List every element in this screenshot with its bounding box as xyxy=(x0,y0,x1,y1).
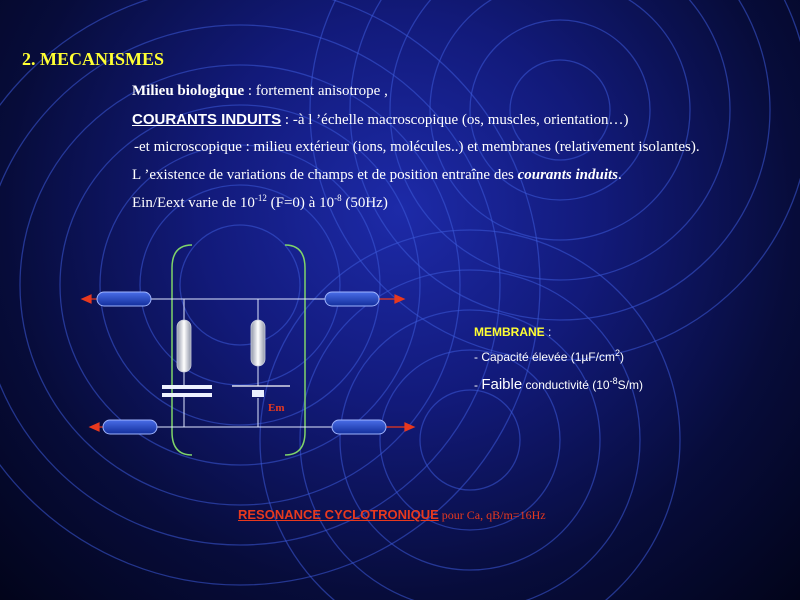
text-courants-induits-em: courants induits xyxy=(517,167,619,183)
text-period: . xyxy=(618,167,622,183)
text-ein-b: (F=0) à 10 xyxy=(266,195,335,211)
resistor-top-right xyxy=(325,292,379,306)
line-microscopique: -et microscopique : milieu extérieur (ions, molécules..) et membranes (relativement isolantes). xyxy=(134,139,700,155)
membrane-capacitor-plate-top xyxy=(162,385,212,389)
resonance-keyword: RESONANCE CYCLOTRONIQUE xyxy=(238,507,439,522)
membrane-item-capacite xyxy=(474,350,624,364)
exp-minus-8: -8 xyxy=(609,376,618,386)
label-courants-induits: COURANTS INDUITS xyxy=(132,111,282,128)
em-label: Em xyxy=(268,402,285,414)
text-capacite: - Capacité élevée (1µF/cm xyxy=(474,350,615,364)
exp-2: 2 xyxy=(614,348,620,358)
membrane-heading xyxy=(474,325,551,339)
membrane-title-colon: : xyxy=(544,325,552,339)
resonance-line xyxy=(238,507,546,523)
resistor-top-left xyxy=(97,292,151,306)
exp-12: -12 xyxy=(254,193,267,203)
text-dash: - xyxy=(474,378,482,392)
resistor-bottom-left xyxy=(103,420,157,434)
membrane-resistor-left xyxy=(177,320,191,372)
text-capacite-close: ) xyxy=(619,350,624,364)
label-milieu-biologique: Milieu biologique xyxy=(132,83,245,99)
resistor-bottom-right xyxy=(332,420,386,434)
membrane-item-conductivite xyxy=(474,376,643,393)
text-existence: L ’existence de variations de champs et de position entraîne des xyxy=(132,167,518,183)
membrane-capacitor-plate-bottom xyxy=(162,393,212,397)
resonance-detail: pour Ca, qB/m=16Hz xyxy=(438,508,546,522)
text-macroscopique: : -à l ’échelle macroscopique (os, muscles, orientation…) xyxy=(281,112,629,128)
membrane-resistor-right xyxy=(251,320,265,366)
exp-8: -8 xyxy=(334,193,342,203)
membrane-outline-right xyxy=(285,245,305,455)
membrane-title: MEMBRANE xyxy=(474,325,545,339)
text-anisotrope: : fortement anisotrope , xyxy=(244,83,388,99)
slide-title: 2. MECANISMES xyxy=(22,49,165,69)
text-ein-a: Ein/Eext varie de 10 xyxy=(132,195,255,211)
text-ein-c: (50Hz) xyxy=(341,195,388,211)
em-battery-short-plate xyxy=(252,390,264,397)
text-conductivite: conductivité (10 xyxy=(522,378,610,392)
text-units: S/m) xyxy=(617,378,643,392)
text-faible: Faible xyxy=(481,376,523,393)
